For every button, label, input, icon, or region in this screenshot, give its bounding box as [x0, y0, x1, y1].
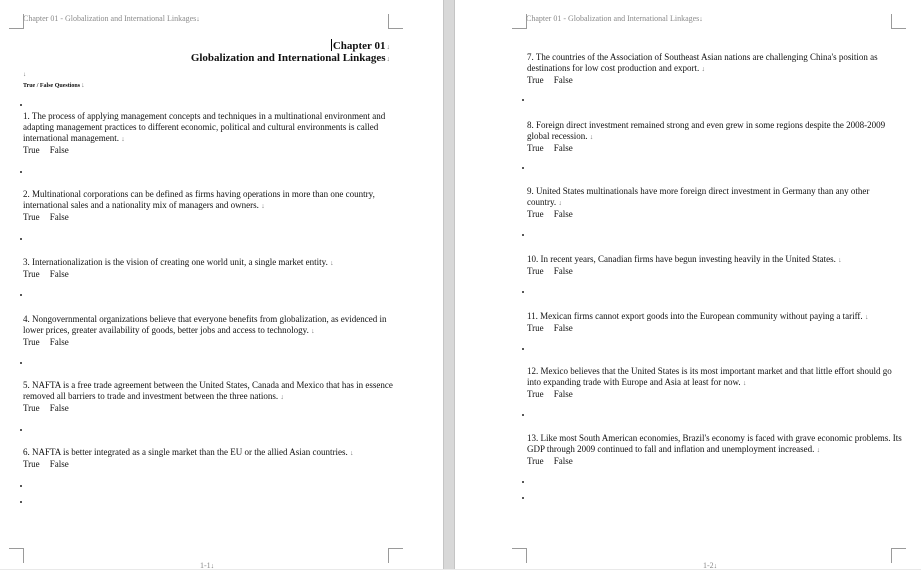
chapter-title[interactable]: Globalization and International Linkages↓	[190, 52, 390, 64]
empty-paragraph	[522, 497, 524, 499]
page-number: 1-1↓	[200, 561, 215, 570]
question-11[interactable]: 11. Mexican firms cannot export goods into the European community without paying a tariff. ↓ True False	[527, 311, 902, 334]
true-false-options: True False	[23, 337, 69, 347]
empty-paragraph	[20, 501, 22, 503]
empty-paragraph	[20, 171, 22, 173]
question-8[interactable]: 8. Foreign direct investment remained strong and even grew in some regions despite the 2008-2009 global recession. ↓ True False	[527, 120, 897, 154]
empty-paragraph	[522, 291, 524, 293]
true-false-options: True False	[23, 269, 69, 279]
question-7[interactable]: 7. The countries of the Association of Southeast Asian nations are challenging China's position as destinations for low cost production and export. ↓ True False	[527, 52, 897, 86]
true-false-options: True False	[527, 323, 573, 333]
question-3[interactable]: 3. Internationalization is the vision of creating one world unit, a single market entity. ↓ True False	[23, 257, 393, 280]
true-false-options: True False	[23, 459, 69, 469]
text-cursor	[331, 39, 332, 51]
crop-mark	[891, 548, 906, 563]
document-page-left	[0, 0, 443, 569]
crop-mark	[512, 14, 527, 29]
true-false-options: True False	[23, 145, 69, 155]
crop-mark	[891, 14, 906, 29]
empty-paragraph	[20, 238, 22, 240]
section-label[interactable]: True / False Questions↓	[23, 81, 85, 89]
true-false-options: True False	[527, 456, 573, 466]
chapter-number[interactable]: Chapter 01↓	[332, 40, 390, 52]
empty-paragraph	[522, 167, 524, 169]
question-1[interactable]: 1. The process of applying management concepts and techniques in a multinational environment and adapting management practices to different economic, political and cultural environments is called international management. ↓ True False	[23, 111, 393, 156]
true-false-options: True False	[23, 212, 69, 222]
question-6[interactable]: 6. NAFTA is better integrated as a single market than the EU or the allied Asian countries. ↓ True False	[23, 447, 393, 470]
crop-mark	[9, 548, 24, 563]
question-9[interactable]: 9. United States multinationals have more foreign direct investment in Germany than any other country. ↓ True False	[527, 186, 897, 220]
empty-paragraph	[522, 481, 524, 483]
empty-paragraph	[522, 99, 524, 101]
question-2[interactable]: 2. Multinational corporations can be defined as firms having operations in more than one country, international sales and a nationality mix of managers and owners. ↓ True False	[23, 189, 393, 223]
page-header: Chapter 01 - Globalization and International Linkages↓	[526, 14, 703, 23]
empty-paragraph	[522, 348, 524, 350]
crop-mark	[388, 14, 403, 29]
document-page-right	[455, 0, 921, 569]
true-false-options: True False	[527, 266, 573, 276]
empty-paragraph	[20, 104, 22, 106]
true-false-options: True False	[527, 75, 573, 85]
true-false-options: True False	[23, 403, 69, 413]
true-false-options: True False	[527, 389, 573, 399]
empty-paragraph	[522, 234, 524, 236]
page-header: Chapter 01 - Globalization and International Linkages↓	[23, 14, 200, 23]
page-gutter	[443, 0, 455, 569]
paragraph-mark: ↓	[23, 72, 26, 78]
crop-mark	[388, 548, 403, 563]
question-12[interactable]: 12. Mexico believes that the United States is its most important market and that little effort should go into expanding trade with Europe and Asia at least for now. ↓ True False	[527, 366, 897, 400]
empty-paragraph	[20, 294, 22, 296]
question-13[interactable]: 13. Like most South American economies, Brazil's economy is faced with grave economic problems. Its GDP through 2009 continued to fall and inflation and unemployment increased. ↓ True False	[527, 433, 902, 466]
empty-paragraph	[522, 414, 524, 416]
question-4[interactable]: 4. Nongovernmental organizations believe that everyone benefits from globalization, as evidenced in lower prices, greater availability of goods, better jobs and access to technology. ↓ True False	[23, 314, 393, 348]
true-false-options: True False	[527, 143, 573, 153]
crop-mark	[9, 14, 24, 29]
empty-paragraph	[20, 362, 22, 364]
true-false-options: True False	[527, 209, 573, 219]
empty-paragraph	[20, 485, 22, 487]
crop-mark	[512, 548, 527, 563]
question-10[interactable]: 10. In recent years, Canadian firms have begun investing heavily in the United States. ↓ True False	[527, 254, 897, 277]
page-number: 1-2↓	[703, 561, 718, 570]
empty-paragraph	[20, 429, 22, 431]
question-5[interactable]: 5. NAFTA is a free trade agreement between the United States, Canada and Mexico that has in essence removed all barriers to trade and investment between the three nations. ↓ True False	[23, 380, 393, 413]
